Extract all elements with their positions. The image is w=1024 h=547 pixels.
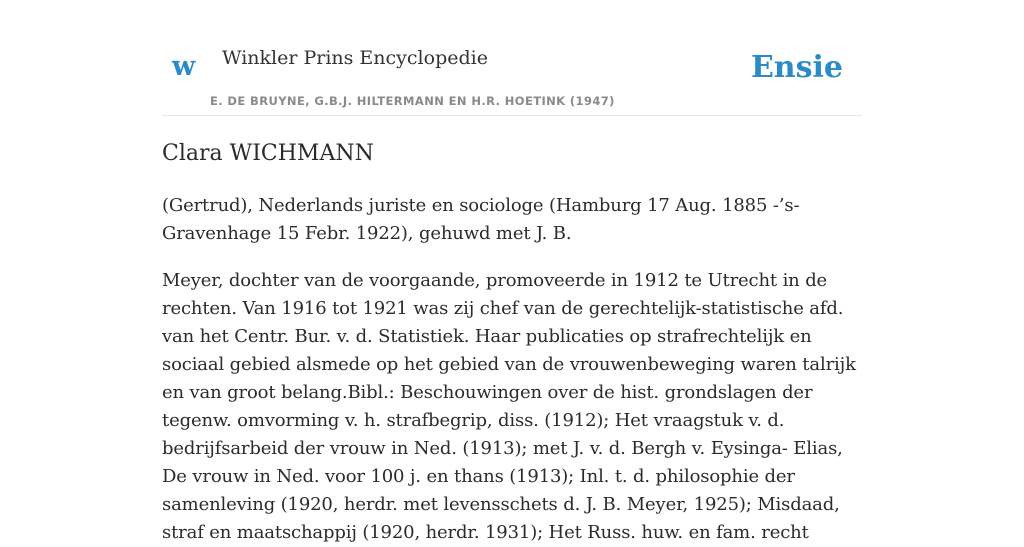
publication-logo[interactable]: w <box>172 51 196 82</box>
publication-header <box>162 32 862 116</box>
publication-authors: E. DE BRUYNE, G.B.J. HILTERMANN EN H.R. HOETINK (1947) <box>210 94 615 108</box>
article-paragraph-body: Meyer, dochter van de voorgaande, promoveerde in 1912 te Utrecht in de rechten. Van 1916 tot 1921 was zij chef van de gerechtelijk-statistische afd. van het Centr. Bur. v. d. Statistiek. Haar publicaties op strafrechtelijk en sociaal gebied alsmede op het gebied van de vrouwenbeweging waren talrijk en van groot belang.Bibl.: Beschouwingen over de hist. grondslagen der tegenw. omvorming v. h. strafbegrip, diss. (1912); Het vraagstuk v. d. bedrijfsarbeid der vrouw in Ned. (1913); met J. v. d. Bergh v. Eysinga- Elias, De vrouw in Ned. voor 100 j. en thans (1913); Inl. t. d. philosophie der samenleving (1920, herdr. met levensschets d. J. B. Meyer, 1925); Misdaad, straf en maatschappij (1920, herdr. 1931); Het Russ. huw. en fam. recht <box>162 270 856 543</box>
article-title: Clara WICHMANN <box>162 141 374 166</box>
article-paragraph-intro: (Gertrud), Nederlands juriste en sociologe (Hamburg 17 Aug. 1885 -’s-Gravenhage 15 Febr. 1922), gehuwd met J. B. <box>162 195 800 244</box>
publication-title[interactable]: Winkler Prins Encyclopedie <box>222 47 488 69</box>
ensie-logo[interactable]: Ensie <box>750 50 843 85</box>
article <box>162 136 862 547</box>
